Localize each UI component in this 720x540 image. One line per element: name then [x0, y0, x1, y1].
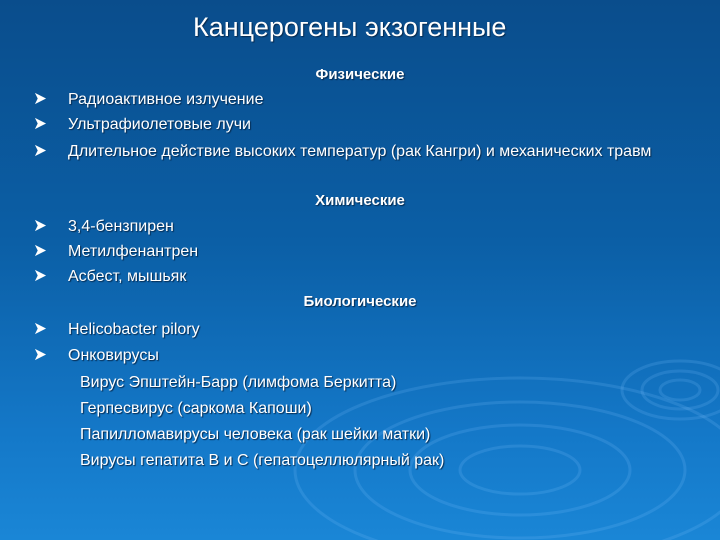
list-item-text: Ультрафиолетовые лучи — [68, 116, 251, 133]
sub-item: Вирус Эпштейн-Барр (лимфома Беркитта) — [80, 374, 397, 391]
slide-title: Канцерогены экзогенные — [193, 12, 507, 42]
list-item-text: Длительное действие высоких температур (рак Кангри) и механических травм — [68, 143, 652, 160]
section-heading-chemical: Химические — [315, 192, 405, 209]
section-heading-biological: Биологические — [303, 293, 417, 310]
sub-item: Вирусы гепатита В и С (гепатоцеллюлярный рак) — [80, 452, 445, 469]
arrow-bullet-icon — [34, 269, 47, 282]
list-item-text: 3,4-бензпирен — [68, 218, 174, 235]
arrow-bullet-icon — [34, 92, 47, 105]
arrow-bullet-icon — [34, 348, 47, 361]
arrow-bullet-icon — [34, 144, 47, 157]
list-item-text: Асбест, мышьяк — [68, 268, 187, 285]
list-item-text: Метилфенантрен — [68, 243, 199, 260]
section-heading-physical: Физические — [315, 66, 405, 83]
list-item-text: Онковирусы — [68, 347, 159, 364]
arrow-bullet-icon — [34, 219, 47, 232]
arrow-bullet-icon — [34, 244, 47, 257]
arrow-bullet-icon — [34, 322, 47, 335]
list-item-text: Радиоактивное излучение — [68, 91, 264, 108]
list-item-text: Helicobacter pilory — [68, 321, 200, 338]
sub-item: Герпесвирус (саркома Капоши) — [80, 400, 312, 417]
sub-item: Папилломавирусы человека (рак шейки матки) — [80, 426, 431, 443]
arrow-bullet-icon — [34, 117, 47, 130]
